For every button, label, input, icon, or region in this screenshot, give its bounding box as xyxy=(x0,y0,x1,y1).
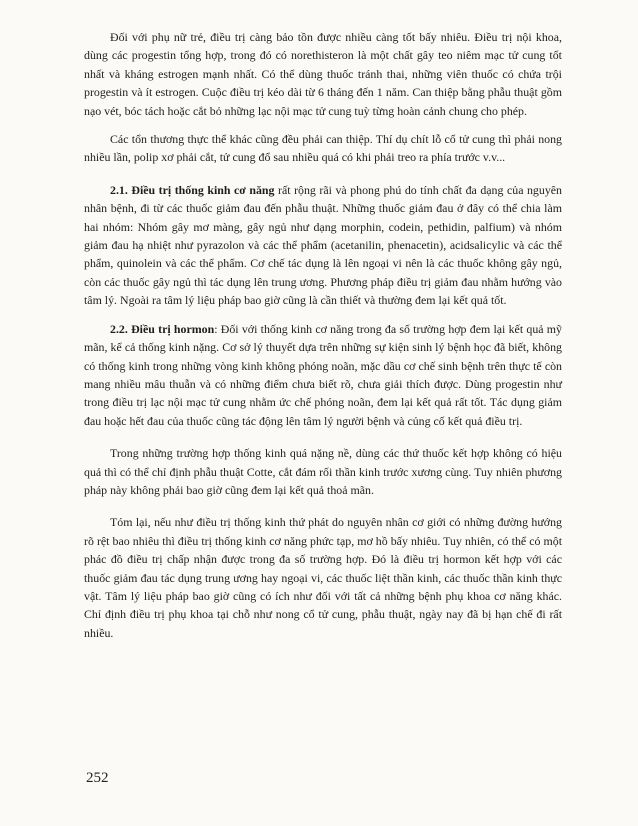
paragraph-4: Tóm lại, nếu như điều trị thống kinh thứ phát do nguyên nhân cơ giới có những đường hướng rõ rệt bao nhiêu thì điều trị thống kinh cơ năng phức tạp, mơ hồ bấy nhiêu. Tuy nhiên, có thể có một phác đồ điều trị chấp nhận được trong đa số trường hợp. Đó là điều trị hormon kết hợp với các thuốc giảm đau tác dụng trung ương hay ngoại vi, các thuốc liệt thần kinh, các thuốc thần kinh thực vật. Tâm lý liệu pháp bao giờ cũng có ích như đối với tất cả những bệnh phụ khoa cơ năng khác. Chỉ định điều trị phụ khoa tại chỗ như nong cổ tử cung, phẫu thuật, ngày nay đã bị hạn chế đi rất nhiều. xyxy=(84,515,562,640)
page-number: 252 xyxy=(86,770,109,786)
paragraph-3: Trong những trường hợp thống kinh quá nặng nề, dùng các thứ thuốc kết hợp không có hiệu quả thì có thể chỉ định phẫu thuật Cotte, cắt đám rối thần kinh trước xương cùng. Tuy nhiên phương pháp này không phải bao giờ cũng đem lại kết quả thoả mãn. xyxy=(84,446,562,497)
section-2-1-title: 2.1. Điều trị thống kinh cơ năng xyxy=(110,182,275,197)
section-2-2-body: : Đối với thống kinh cơ năng trong đa số trường hợp đem lại kết quả mỹ mãn, kể cả thống kinh nặng. Cơ sở lý thuyết dựa trên những sự kiện sinh lý bệnh học đã biết, không có thống kinh trong những vòng kinh không phóng noãn, mặc dầu cơ chế sinh bệnh trên thực tế còn mang nhiều mâu thuẫn và có những điểm chưa biết rõ, chưa giải thích được. Dùng progestin như trong điều trị lạc nội mạc tử cung nhằm ức chế phóng noãn, đem lại kết quả rất tốt. Tác dụng giảm đau hoặc hết đau của thuốc cũng tác động lên tâm lý người bệnh và củng cố kết quả điều trị. xyxy=(84,321,562,428)
paragraph-2: Các tổn thương thực thể khác cũng đều phải can thiệp. Thí dụ chít lỗ cổ tử cung thì phải nong nhiều lần, polip xơ phải cắt, tử cung đổ sau nhiều quá có khi phải treo ra phía trước v.v... xyxy=(84,132,562,165)
section-2-2 xyxy=(84,320,562,430)
section-2-2-title: 2.2. Điều trị hormon xyxy=(110,321,215,336)
paragraph-1: Đối với phụ nữ trẻ, điều trị càng bảo tồn được nhiều càng tốt bấy nhiêu. Điều trị nội khoa, dùng các progestin tổng hợp, trong đó có norethisteron là một chất gây teo niêm mạc tử cung tốt nhất và kháng estrogen mạnh nhất. Có thể dùng thuốc tránh thai, những viên thuốc có chứa trội progestin và ít estrogen. Cuộc điều trị kéo dài từ 6 tháng đến 1 năm. Can thiệp bằng phẫu thuật gồm nạo vét, bóc tách hoặc cắt bỏ những lạc nội mạc tử cung tuỳ từng hoàn cảnh chung cho phép. xyxy=(84,30,562,118)
section-2-1 xyxy=(84,181,562,310)
section-2-1-body: rất rộng rãi và phong phú do tính chất đa dạng của nguyên nhân bệnh, đi từ các thuốc giảm đau đến phẫu thuật. Những thuốc giảm đau ở đây có thể chia làm hai nhóm: Nhóm gây mơ màng, gây ngủ như dạng morphin, codein, pethidin, palfium) và nhóm giảm đau hạ nhiệt như pyrazolon và các thể phẩm (acetanilin, phenacetin), acidsalicylic và các thể phẩm, quinolein và các thể phẩm. Cơ chế tác dụng là lên ngoại vi nên là các thuốc không gây ngủ, còn các thuốc gây ngủ thì tác dụng lên trung ương. Phương pháp điều trị giảm đau nhằm hướng vào tâm lý. Ngoài ra tâm lý liệu pháp bao giờ cũng là cần thiết và thường đem lại kết quả tốt. xyxy=(84,182,562,308)
document-body xyxy=(84,28,562,652)
